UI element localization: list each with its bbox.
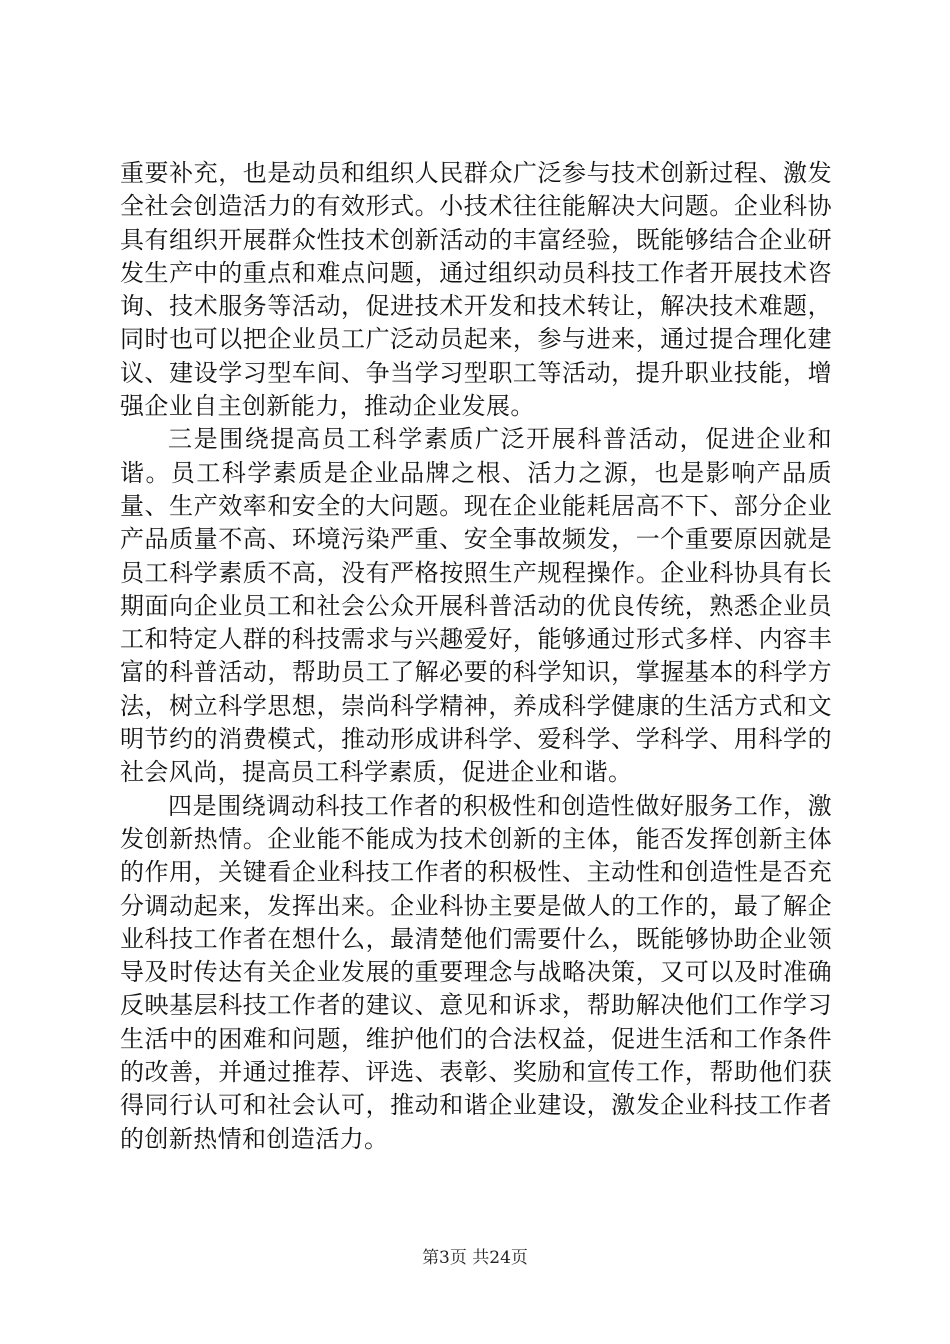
paragraph-point-four: 四是围绕调动科技工作者的积极性和创造性做好服务工作，激发创新热情。企业能不能成为技术创新的主体，能否发挥创新主体的作用，关键看企业科技工作者的积极性、主动性和创造性是否充分调动起来，发挥出来。企业科协主要是做人的工作的，最了解企业科技工作者在想什么，最清楚他们需要什么，既能够协助企业领导及时传达有关企业发展的重要理念与战略决策，又可以及时准确反映基层科技工作者的建议、意见和诉求，帮助解决他们工作学习生活中的困难和问题，维护他们的合法权益，促进生活和工作条件的改善，并通过推荐、评选、表彰、奖励和宣传工作，帮助他们获得同行认可和社会认可，推动和谐企业建设，激发企业科技工作者的创新热情和创造活力。 [120, 791, 832, 1153]
paragraph-point-three: 三是围绕提高员工科学素质广泛开展科普活动，促进企业和谐。员工科学素质是企业品牌之根、活力之源，也是影响产品质量、生产效率和安全的大问题。现在企业能耗居高不下、部分企业产品质量不高、环境污染严重、安全事故频发，一个重要原因就是员工科学素质不高，没有严格按照生产规程操作。企业科协具有长期面向企业员工和社会公众开展科普活动的优良传统，熟悉企业员工和特定人群的科技需求与兴趣爱好，能够通过形式多样、内容丰富的科普活动，帮助员工了解必要的科学知识，掌握基本的科学方法，树立科学思想，崇尚科学精神，养成科学健康的生活方式和文明节约的消费模式，推动形成讲科学、爱科学、学科学、用科学的社会风尚，提高员工科学素质，促进企业和谐。 [120, 425, 832, 787]
page-number-footer: 第3页 共24页 [422, 1248, 528, 1268]
paragraph-continuation: 重要补充，也是动员和组织人民群众广泛参与技术创新过程、激发全社会创造活力的有效形式。小技术往往能解决大问题。企业科协具有组织开展群众性技术创新活动的丰富经验，既能够结合企业研发生产中的重点和难点问题，通过组织动员科技工作者开展技术咨询、技术服务等活动，促进技术开发和技术转让，解决技术难题，同时也可以把企业员工广泛动员起来，参与进来，通过提合理化建议、建设学习型车间、争当学习型职工等活动，提升职业技能，增强企业自主创新能力，推动企业发展。 [120, 159, 832, 421]
document-body [120, 157, 832, 1156]
